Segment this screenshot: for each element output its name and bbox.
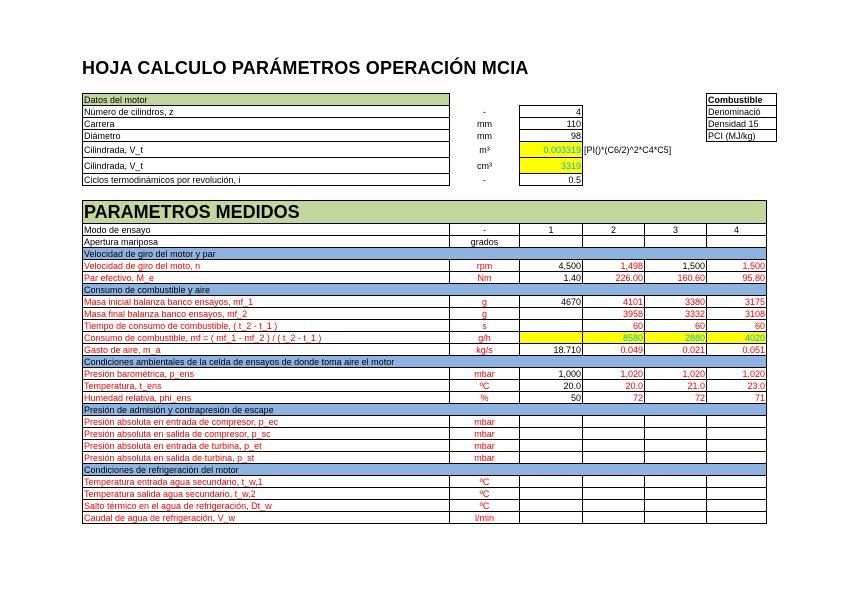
cell-value[interactable]: 4670 [520,296,583,308]
cell-label[interactable]: Caudal de agua de refrigeración, V_w [83,512,450,524]
cell-unit[interactable]: mbar [450,416,520,428]
cell-label[interactable]: Temperatura, t_ens [83,380,450,392]
cell-value[interactable]: 95.80 [707,272,767,284]
formula-note: [PI()*(C6/2)^2*C4*C5] [584,145,672,155]
cell-value[interactable]: 3108 [707,308,767,320]
cell-unit[interactable]: ºC [450,476,520,488]
cell-value[interactable]: 50 [520,392,583,404]
cell-value[interactable]: 4,500 [520,260,583,272]
cell-label[interactable]: Par efectivo, M_e [83,272,450,284]
cell-label[interactable]: Apertura mariposa [83,236,450,248]
table-row [83,106,583,118]
table-row [83,260,767,272]
cell-label[interactable]: Cilindrada, V_t [83,142,450,158]
table-row [83,332,767,344]
cell-value[interactable]: 71 [707,392,767,404]
cell-value[interactable]: 1,020 [583,368,645,380]
section-header[interactable]: Condiciones de refrigeración del motor [83,464,767,476]
table-row [83,428,767,440]
cell-value[interactable]: 21.0 [645,380,707,392]
mode-4[interactable]: 4 [707,224,767,236]
cell-value[interactable]: 20.0 [583,380,645,392]
table-row [83,158,583,174]
section-header[interactable]: Condiciones ambientales de la celda de ensayos de donde toma aire el motor [83,356,767,368]
cell-label[interactable]: Cilindrada, V_t [83,158,450,174]
cilindrada-m3-value: 0.003319 [543,144,581,155]
cell-unit[interactable]: - [483,106,486,117]
cell-label[interactable]: Consumo de combustible, mf = ( mf_1 - mf_2 ) / ( t_2 - t_1 ) [83,332,450,344]
cell-unit[interactable]: kg/s [450,344,520,356]
cell-value[interactable]: 1.40 [520,272,583,284]
motor-header-row [83,94,583,106]
cell-unit[interactable]: rpm [450,260,520,272]
cell-label[interactable]: Humedad relativa, phi_ens [83,392,450,404]
cell-value[interactable]: 98 [520,130,583,142]
table-row [83,118,583,130]
table-row [83,308,767,320]
section-title: PARAMETROS MEDIDOS [83,201,767,224]
cell-label[interactable]: Número de cilindros, z [83,106,450,118]
table-row [83,416,767,428]
cell-value[interactable]: 18.710 [520,344,583,356]
cell-label[interactable]: Presión barométrica, p_ens [83,368,450,380]
cell-value[interactable]: 0.051 [707,344,767,356]
table-row [83,452,767,464]
cell-value[interactable]: 60 [645,320,707,332]
fuel-row[interactable]: Denominació [707,106,777,118]
cell-value[interactable]: 72 [645,392,707,404]
cell-label[interactable]: Masa inicial balanza banco ensayos, mf_1 [83,296,450,308]
cell-label[interactable]: Masa final balanza banco ensayos, mf_2 [83,308,450,320]
cell-label[interactable]: Salto térmico en el agua de refrigeración, Dt_w [83,500,450,512]
cell-unit[interactable]: g [450,296,520,308]
table-row [83,500,767,512]
table-row [83,142,583,158]
cell-unit[interactable]: Nm [450,272,520,284]
cell-value[interactable]: 3175 [707,296,767,308]
cell-unit[interactable]: mbar [450,440,520,452]
cell-value[interactable]: 8580 [583,332,645,344]
cell-value[interactable]: 1,020 [707,368,767,380]
measured-params-table [82,200,767,524]
cell-value[interactable]: 160.60 [645,272,707,284]
fuel-row[interactable]: Densidad 15 [707,118,777,130]
cell-value[interactable]: 0.049 [583,344,645,356]
cell-unit[interactable]: mbar [450,368,520,380]
cell-value[interactable]: 1,500 [707,260,767,272]
cell-unit[interactable]: mbar [450,428,520,440]
table-row [83,272,767,284]
cell-label[interactable]: Tiempo de consumo de combustible, ( t_2 - t_1 ) [83,320,450,332]
cell-label[interactable]: Temperatura salida agua secundario, t_w,2 [83,488,450,500]
mode-3[interactable]: 3 [645,224,707,236]
cell-unit[interactable]: s [450,320,520,332]
cell-label[interactable]: Presión absoluta en entrada de compresor, p_ec [83,416,450,428]
mode-2[interactable]: 2 [583,224,645,236]
cell-value[interactable]: 2880 [645,332,707,344]
cell-unit[interactable]: ºC [450,500,520,512]
table-row [83,392,767,404]
motor-header[interactable]: Datos del motor [83,94,450,106]
table-row [83,224,767,236]
cell-value[interactable]: 110 [520,118,583,130]
cell-unit[interactable]: mm [477,130,492,141]
cell-value[interactable]: 20.0 [520,380,583,392]
cell-label[interactable]: Carrera [83,118,450,130]
table-row [83,236,767,248]
cell-label[interactable]: Presión absoluta en salida de turbina, p_st [83,452,450,464]
cell-unit[interactable]: - [483,174,486,185]
cell-value[interactable]: 226.00 [583,272,645,284]
cell-value[interactable]: 3319 [520,158,583,174]
mode-1[interactable]: 1 [520,224,583,236]
table-row [83,130,583,142]
table-row [83,368,767,380]
cell-unit[interactable]: mbar [450,452,520,464]
cell-value[interactable]: 4101 [583,296,645,308]
cell-value[interactable]: 60 [583,320,645,332]
cell-value[interactable]: 0.021 [645,344,707,356]
table-row [83,488,767,500]
cell-label[interactable]: Diámetro [83,130,450,142]
cell-label[interactable]: Gasto de aire, m_a [83,344,450,356]
table-row [83,512,767,524]
cell-label[interactable]: Presión absoluta en entrada de turbina, p_et [83,440,450,452]
fuel-table [706,93,777,142]
cell-unit[interactable]: g/h [450,332,520,344]
cell-label[interactable]: Modo de ensayo [83,224,450,236]
cell-label[interactable]: Velocidad de giro del moto, n [83,260,450,272]
cell-label[interactable]: Ciclos termodinámicos por revolución, i [83,174,450,186]
table-row [83,296,767,308]
cell-unit[interactable]: - [450,224,520,236]
table-row [83,476,767,488]
cell-unit[interactable]: % [450,392,520,404]
cell-label[interactable]: Presión absoluta en salida de compresor, p_sc [83,428,450,440]
fuel-row[interactable]: PCI (MJ/kg) [707,130,777,142]
cell-value[interactable] [520,320,583,332]
cell-value[interactable] [520,142,583,158]
cell-value[interactable]: 72 [583,392,645,404]
cell-unit[interactable]: ºC [450,488,520,500]
sheet-title: HOJA CALCULO PARÁMETROS OPERACIÓN MCIA [82,58,529,78]
cell-value[interactable]: 1,020 [645,368,707,380]
cell-value[interactable]: 1,000 [520,368,583,380]
cell-value[interactable]: 60 [707,320,767,332]
table-row [83,344,767,356]
cell-unit[interactable]: l/min [450,512,520,524]
cell-unit[interactable]: cm³ [477,160,492,171]
cell-value[interactable]: 1,500 [645,260,707,272]
cell-unit[interactable]: m³ [479,144,490,155]
cell-unit[interactable]: grados [450,236,520,248]
table-row [83,320,767,332]
cell-label[interactable]: Temperatura entrada agua secundario, t_w,1 [83,476,450,488]
cell-value[interactable]: 3958 [583,308,645,320]
section-header[interactable]: Consumo de combustible y aire [83,284,767,296]
table-row [83,440,767,452]
cell-value[interactable]: 23.0 [707,380,767,392]
cell-value[interactable]: 3332 [645,308,707,320]
table-row [83,174,583,186]
section-header[interactable]: Presión de admisión y contrapresión de escape [83,404,767,416]
motor-data-table [82,93,583,186]
table-row [83,380,767,392]
cell-value[interactable]: 4 [520,106,583,118]
cell-value[interactable]: 1,498 [583,260,645,272]
cell-unit[interactable]: mm [477,118,492,129]
section-header[interactable]: Velocidad de giro del motor y par [83,248,767,260]
cell-unit[interactable]: g [450,308,520,320]
cell-value[interactable] [520,332,583,344]
cell-value[interactable]: 0.5 [520,174,583,186]
cell-unit[interactable]: ºC [450,380,520,392]
cell-value[interactable] [520,308,583,320]
cell-value[interactable]: 4020 [707,332,767,344]
cell-value[interactable]: 3380 [645,296,707,308]
fuel-header[interactable]: Combustible [707,94,777,106]
